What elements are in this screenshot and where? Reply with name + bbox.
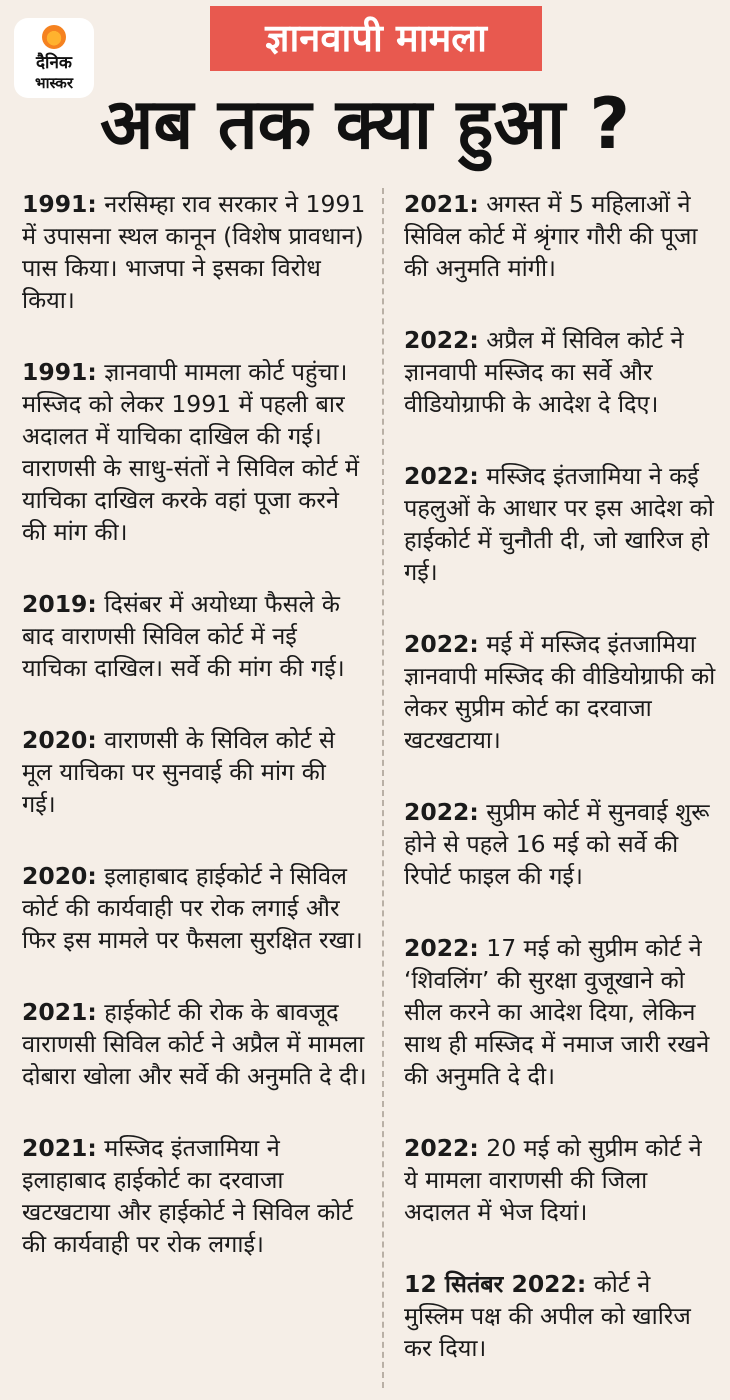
timeline-entry: [22, 724, 367, 820]
timeline-entry: [404, 188, 716, 284]
timeline-entry: [22, 588, 367, 684]
entry-year: 2022:: [404, 934, 479, 962]
headline: अब तक क्या हुआ ?: [99, 83, 631, 165]
entry-year: 2019:: [22, 590, 97, 618]
topic-tag: ज्ञानवापी मामला: [210, 6, 542, 71]
timeline-entry: [404, 1132, 716, 1228]
entry-year: 2020:: [22, 862, 97, 890]
entry-year: 2020:: [22, 726, 97, 754]
timeline-entry: [404, 324, 716, 420]
entry-text: हाईकोर्ट की रोक के बावजूद वाराणसी सिविल कोर्ट ने अप्रैल में मामला दोबारा खोला और सर्वे की अनुमति दे दी।: [22, 998, 367, 1090]
entry-year: 2021:: [22, 1134, 97, 1162]
entry-text: अप्रैल में सिविल कोर्ट ने ज्ञानवापी मस्जिद का सर्वे और वीडियोग्राफी के आदेश दे दिए।: [404, 326, 684, 418]
entry-year: 2021:: [22, 998, 97, 1026]
entry-year: 2022:: [404, 1134, 479, 1162]
entry-year: 1991:: [22, 358, 97, 386]
timeline-entry: [22, 1132, 367, 1260]
timeline-entry: [22, 188, 367, 316]
entry-year: 2022:: [404, 798, 479, 826]
timeline-entry: [22, 996, 367, 1092]
entry-text: नरसिम्हा राव सरकार ने 1991 में उपासना स्थल कानून (विशेष प्रावधान) पास किया। भाजपा ने इसका विरोध किया।: [22, 190, 366, 314]
timeline-entry: [22, 356, 367, 548]
logo-text-line1: दैनिक: [36, 53, 72, 73]
sun-icon: [42, 25, 66, 49]
timeline-entry: [404, 460, 716, 588]
entry-year: 2022:: [404, 630, 479, 658]
entry-year: 2021:: [404, 190, 479, 218]
entry-year: 2022:: [404, 326, 479, 354]
entry-text: दिसंबर में अयोध्या फैसले के बाद वाराणसी सिविल कोर्ट में नई याचिका दाखिल। सर्वे की मांग की गई।: [22, 590, 345, 682]
entry-text: कोर्ट ने मुस्लिम पक्ष की अपील को खारिज कर दिया।: [404, 1270, 691, 1362]
timeline-entry: [404, 1268, 716, 1364]
entry-year: 1991:: [22, 190, 97, 218]
entry-text: मस्जिद इंतजामिया ने इलाहाबाद हाईकोर्ट का दरवाजा खटखटाया और हाईकोर्ट ने सिविल कोर्ट की कार्यवाही पर रोक लगाई।: [22, 1134, 354, 1258]
timeline-entry: [22, 860, 367, 956]
entry-text: सुप्रीम कोर्ट में सुनवाई शुरू होने से पहले 16 मई को सर्वे की रिपोर्ट फाइल की गई।: [404, 798, 710, 890]
entry-text: 17 मई को सुप्रीम कोर्ट ने ‘शिवलिंग’ की सुरक्षा वुजूखाने को सील करने का आदेश दिया, लेकिन साथ ही मस्जिद में नमाज जारी रखने की अनुमति दे दी।: [404, 934, 710, 1090]
timeline-entry: [404, 796, 716, 892]
logo-text-line2: भास्कर: [35, 74, 73, 92]
timeline-entry: [404, 628, 716, 756]
entry-text: 20 मई को सुप्रीम कोर्ट ने ये मामला वाराणसी की जिला अदालत में भेज दियां।: [404, 1134, 702, 1226]
entry-text: इलाहाबाद हाईकोर्ट ने सिविल कोर्ट की कार्यवाही पर रोक लगाई और फिर इस मामले पर फैसला सुरक्षित रखा।: [22, 862, 363, 954]
timeline-left-column: [22, 188, 367, 1260]
entry-text: ज्ञानवापी मामला कोर्ट पहुंचा। मस्जिद को लेकर 1991 में पहली बार अदालत में याचिका दाखिल की गई। वाराणसी के साधु-संतों ने सिविल कोर्ट में याचिका दाखिल करके वहां पूजा करने की मांग की।: [22, 358, 360, 546]
entry-year: 2022:: [404, 462, 479, 490]
column-divider: [382, 188, 384, 1388]
entry-year: 12 सितंबर 2022:: [404, 1270, 587, 1298]
timeline-right-column: [404, 188, 716, 1364]
timeline-entry: [404, 932, 716, 1092]
entry-text: मस्जिद इंतजामिया ने कई पहलुओं के आधार पर इस आदेश को हाईकोर्ट में चुनौती दी, जो खारिज हो गई।: [404, 462, 714, 586]
entry-text: अगस्त में 5 महिलाओं ने सिविल कोर्ट में श्रृंगार गौरी की पूजा की अनुमति मांगी।: [404, 190, 698, 282]
entry-text: मई में मस्जिद इंतजामिया ज्ञानवापी मस्जिद की वीडियोग्राफी को लेकर सुप्रीम कोर्ट का दरवाजा खटखटाया।: [404, 630, 716, 754]
entry-text: वाराणसी के सिविल कोर्ट से मूल याचिका पर सुनवाई की मांग की गई।: [22, 726, 335, 818]
